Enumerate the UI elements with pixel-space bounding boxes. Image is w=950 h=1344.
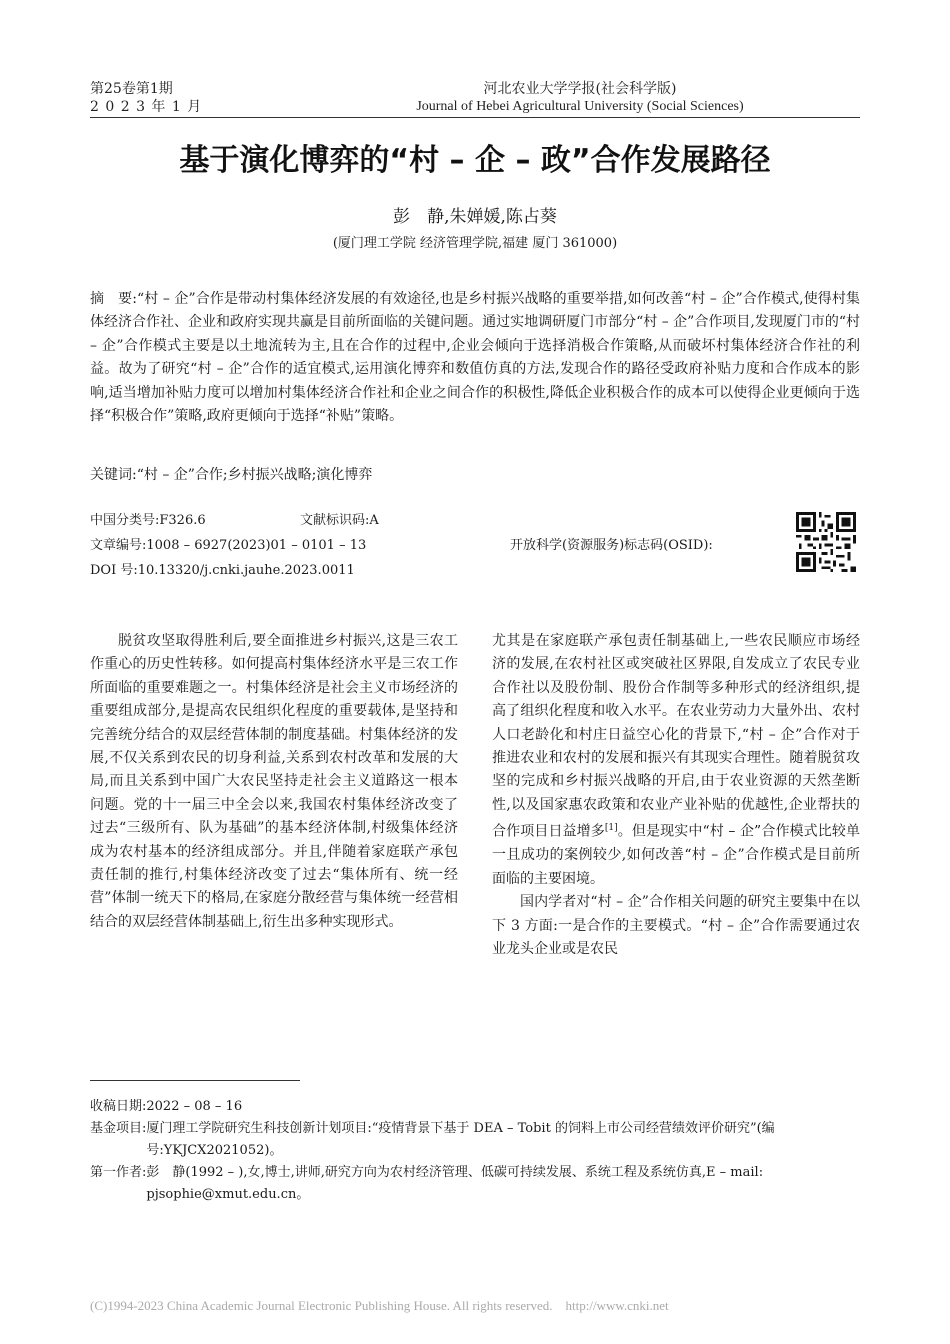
body-text: 。但是现实中“村 – 企”合作模式比较单一且成功的案例较少,如何改善“村 – 企”合作模式是目前所面临的主要困境。 bbox=[492, 823, 861, 887]
issue-date: 2 0 2 3 年 1 月 bbox=[90, 99, 203, 115]
clc-number: 中国分类号:F326.6 bbox=[90, 513, 206, 528]
body-right-column bbox=[492, 630, 860, 961]
affiliation: (厦门理工学院 经济管理学院,福建 厦门 361000) bbox=[332, 236, 618, 251]
body-paragraph bbox=[492, 630, 860, 891]
author-label: 第一作者: bbox=[90, 1165, 147, 1180]
paper-title: 基于演化博弈的“村 – 企 – 政”合作发展路径 bbox=[179, 143, 771, 178]
osid-label: 开放科学(资源服务)标志码(OSID): bbox=[510, 538, 713, 553]
body-paragraph: 脱贫攻坚取得胜利后,要全面推进乡村振兴,这是三农工作重心的历史性转移。如何提高村集体经济水平是三农工作所面临的重要难题之一。村集体经济是社会主义市场经济的重要组成部分,是提高农民组织化程度的重要载体,是坚持和完善统分结合的双层经营体制的制度基础。村集体经济的发展,不仅关系到农民的切身利益,关系到农村改革和发展的大局,而且关系到中国广大农民坚持走社会主义道路这一根本问题。党的十一届三中全会以来,我国农村集体经济改变了过去“三级所有、队为基础”的基本经济体制,村级集体经济成为农村基本的经济组成部分。并且,伴随着家庭联产承包责任制的推行,村集体经济改变了过去“集体所有、统一经营”体制一统天下的格局,在家庭分散经营与集体统一经营相结合的双层经营体制基础上,衍生出多种实现形式。 bbox=[90, 633, 458, 930]
article-number: 文章编号:1008 – 6927(2023)01 – 0101 – 13 bbox=[90, 538, 367, 553]
first-author bbox=[90, 1162, 860, 1206]
abstract-label: 摘 要: bbox=[90, 291, 137, 307]
author-value: 彭 静(1992 – ),女,博士,讲师,研究方向为农村经济管理、低碳可持续发展、系统工程及系统仿真,E – mail: pjsophie@xmut.edu.cn。 bbox=[146, 1165, 764, 1202]
volume-issue: 第25卷第1期 bbox=[90, 81, 173, 97]
keywords-label: 关键词: bbox=[90, 467, 137, 483]
received-date bbox=[90, 1096, 860, 1118]
fund-label: 基金项目: bbox=[90, 1121, 147, 1136]
abstract bbox=[90, 288, 860, 428]
received-value: 2022 – 08 – 16 bbox=[146, 1099, 243, 1114]
doi: DOI 号:10.13320/j.cnki.jauhe.2023.0011 bbox=[90, 563, 355, 578]
author-list: 彭 静,朱婵媛,陈占葵 bbox=[393, 207, 557, 227]
fund-value: 厦门理工学院研究生科技创新计划项目:“疫情背景下基于 DEA – Tobit 的饲料上市公司经营绩效评价研究”(编号:YKJCX2021052)。 bbox=[146, 1121, 775, 1158]
fund-project bbox=[90, 1118, 860, 1162]
abstract-text: “村 – 企”合作是带动村集体经济发展的有效途径,也是乡村振兴战略的重要举措,如何改善“村 – 企”合作模式,使得村集体经济合作社、企业和政府实现共赢是目前所面临的关键问题。通过实地调研厦门市部分“村 – 企”合作项目,发现厦门市的“村 – 企”合作模式主要是以土地流转为主,且在合作的过程中,企业会倾向于选择消极合作策略,从而破坏村集体经济合作社的利益。故为了研究“村 – 企”合作的适宜模式,运用演化博弈和数值仿真的方法,发现合作的路径受政府补贴力度和合作成本的影响,适当增加补贴力度可以增加村集体经济合作社和企业之间合作的积极性,降低企业积极合作的成本可以使得企业更倾向于选择“积极合作”策略,政府更倾向于选择“补贴”策略。 bbox=[90, 291, 860, 425]
body-left-column bbox=[90, 630, 458, 934]
copyright-notice: (C)1994-2023 China Academic Journal Electronic Publishing House. All rights reserved. http://www.cnki.net bbox=[90, 1298, 669, 1313]
document-code: 文献标识码:A bbox=[300, 513, 379, 528]
header-rule bbox=[90, 117, 860, 118]
footnotes bbox=[90, 1096, 860, 1206]
qr-code-icon[interactable] bbox=[796, 512, 856, 572]
journal-name-cn: 河北农业大学学报(社会科学版) bbox=[483, 81, 677, 97]
citation-ref[interactable]: [1] bbox=[604, 823, 618, 834]
body-paragraph: 国内学者对“村 – 企”合作相关问题的研究主要集中在以下 3 方面:一是合作的主要模式。“村 – 企”合作需要通过农业龙头企业或是农民 bbox=[492, 894, 860, 957]
keywords bbox=[90, 464, 860, 486]
body-text: 尤其是在家庭联产承包责任制基础上,一些农民顺应市场经济的发展,在农村社区或突破社区界限,自发成立了农民专业合作社以及股份制、股份合作制等多种形式的经济组织,提高了组织化程度和收入水平。在农业劳动力大量外出、农村人口老龄化和村庄日益空心化的背景下,“村 – 企”合作对于推进农业和农村的发展和振兴有其现实合理性。随着脱贫攻坚的完成和乡村振兴战略的开启,由于农业资源的天然垄断性,以及国家惠农政策和农业产业补贴的优越性,企业帮扶的合作项目日益增多 bbox=[492, 633, 860, 840]
received-label: 收稿日期: bbox=[90, 1099, 147, 1114]
keywords-text: “村 – 企”合作;乡村振兴战略;演化博弈 bbox=[136, 467, 373, 483]
footnote-rule bbox=[90, 1080, 300, 1081]
journal-name-en: Journal of Hebei Agricultural University (Social Sciences) bbox=[416, 99, 744, 114]
